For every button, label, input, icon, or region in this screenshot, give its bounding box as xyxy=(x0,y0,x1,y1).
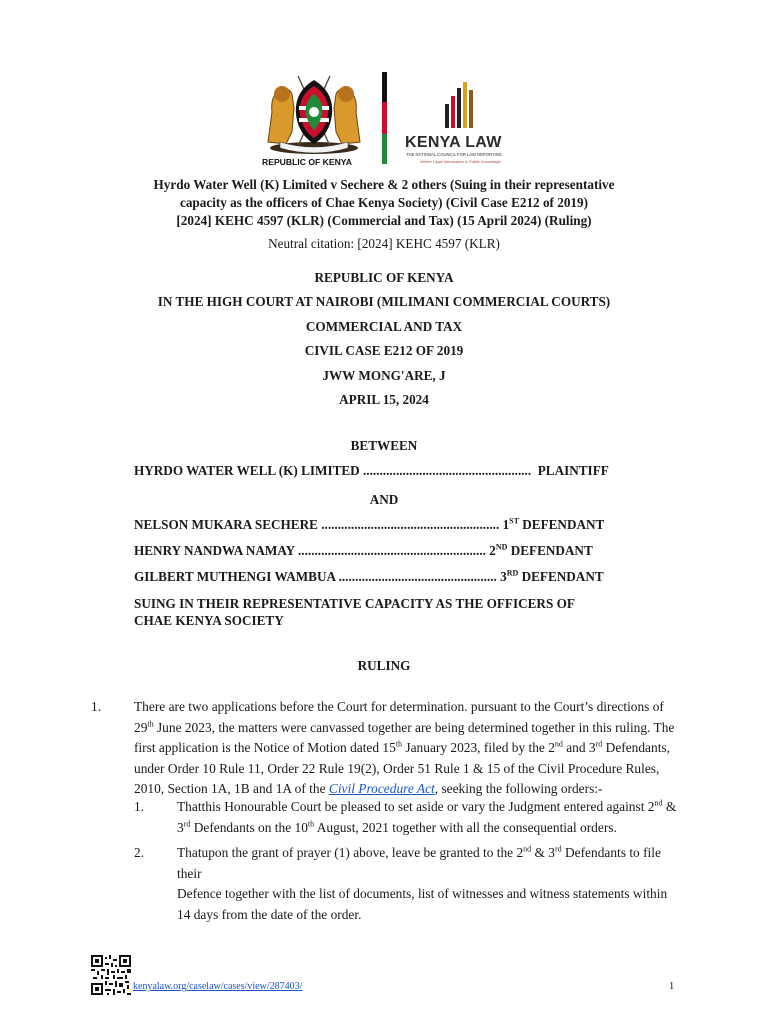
neutral-citation: Neutral citation: [2024] KEHC 4597 (KLR) xyxy=(268,236,500,251)
paragraph-1: There are two applications before the Court for determination. pursuant to the Court’s directions of 29th June 2023, the matters were canvassed together are being determined together in this ruling. The first application is the Notice of Motion dated 15th January 2023, filed by the 2nd and 3rd Defendants, under Order 10 Rule 11, Order 22 Rule 19(2), Order 51 Rule 1 & 15 of the Civil Procedure Rules, 2010, Section 1A, 1B and 1A of the Civil Procedure Act, seeking the following orders:- xyxy=(134,699,675,796)
defendant-3-name: GILBERT MUTHENGI WAMBUA ................................................ xyxy=(134,569,497,584)
and-label: AND xyxy=(369,492,399,507)
kenya-law-tagline: THE NATIONAL COUNCIL FOR LAW REPORTING xyxy=(406,152,502,157)
case-title-line: Hyrdo Water Well (K) Limited v Sechere & 2 others (Suing in their representative xyxy=(153,177,615,192)
paragraph-number: 1. xyxy=(91,699,102,714)
coat-of-arms-image xyxy=(258,72,370,158)
order-number: 2. xyxy=(134,845,145,860)
kenya-law-logo-icon xyxy=(444,76,474,128)
defendant-3-line: GILBERT MUTHENGI WAMBUA ................................................ 3RD DEFENDANT xyxy=(134,568,604,584)
order-2: Thatupon the grant of prayer (1) above, leave be granted to the 2nd & 3rd Defendants to file their Defence together with the list of documents, list of witnesses and witness statements within 14 days from the date of the order. xyxy=(177,844,668,922)
defendant-1-line: NELSON MUKARA SECHERE ...................................................... 1ST DEFENDANT xyxy=(134,516,605,532)
case-number: CIVIL CASE E212 OF 2019 xyxy=(304,343,464,358)
page-number: 1 xyxy=(669,981,675,992)
case-title-line: [2024] KEHC 4597 (KLR) (Commercial and Tax) (15 April 2024) (Ruling) xyxy=(176,213,592,228)
plaintiff-role: PLAINTIFF xyxy=(537,463,609,478)
kenya-law-logo-text: KENYA LAW xyxy=(405,134,502,151)
division: COMMERCIAL AND TAX xyxy=(305,319,463,334)
defendant-2-name: HENRY NANDWA NAMAY ......................................................... xyxy=(134,543,486,558)
case-title-line: capacity as the officers of Chae Kenya Society) (Civil Case E212 of 2019) xyxy=(179,195,588,210)
representative-capacity: SUING IN THEIR REPRESENTATIVE CAPACITY AS THE OFFICERS OF CHAE KENYA SOCIETY xyxy=(134,596,575,628)
civil-procedure-act-link[interactable]: Civil Procedure Act xyxy=(328,781,435,796)
defendant-role: DEFENDANT xyxy=(510,543,593,558)
defendant-1-name: NELSON MUKARA SECHERE ...................................................... xyxy=(134,517,500,532)
ruling-date: APRIL 15, 2024 xyxy=(339,392,429,407)
republic-heading: REPUBLIC OF KENYA xyxy=(314,270,454,285)
order-number: 1. xyxy=(134,799,145,814)
order-1: Thatthis Honourable Court be pleased to set aside or vary the Judgment entered against 2nd & 3rd Defendants on the 10th August, 2021 together with all the consequential orders. xyxy=(177,798,677,835)
ruling-heading: RULING xyxy=(357,658,411,673)
case-title xyxy=(0,176,768,230)
judge: JWW MONG'ARE, J xyxy=(322,368,446,383)
plaintiff-name: HYRDO WATER WELL (K) LIMITED ................................................... xyxy=(134,463,532,478)
kenya-law-motto: Where Legal Information is Public Knowledge xyxy=(420,159,501,164)
court-name: IN THE HIGH COURT AT NAIROBI (MILIMANI COMMERCIAL COURTS) xyxy=(157,294,611,309)
coat-of-arms-caption: REPUBLIC OF KENYA xyxy=(262,157,352,167)
defendant-role: DEFENDANT xyxy=(522,517,605,532)
plaintiff-line xyxy=(134,463,609,479)
footer-url-link[interactable]: kenyalaw.org/caselaw/cases/view/287403/ xyxy=(133,981,303,992)
qr-code-icon xyxy=(91,955,131,995)
defendant-role: DEFENDANT xyxy=(521,569,604,584)
defendant-2-line: HENRY NANDWA NAMAY ......................................................... 2ND DEFENDANT xyxy=(134,542,593,558)
flag-divider xyxy=(382,72,387,164)
between-label: BETWEEN xyxy=(350,438,418,453)
